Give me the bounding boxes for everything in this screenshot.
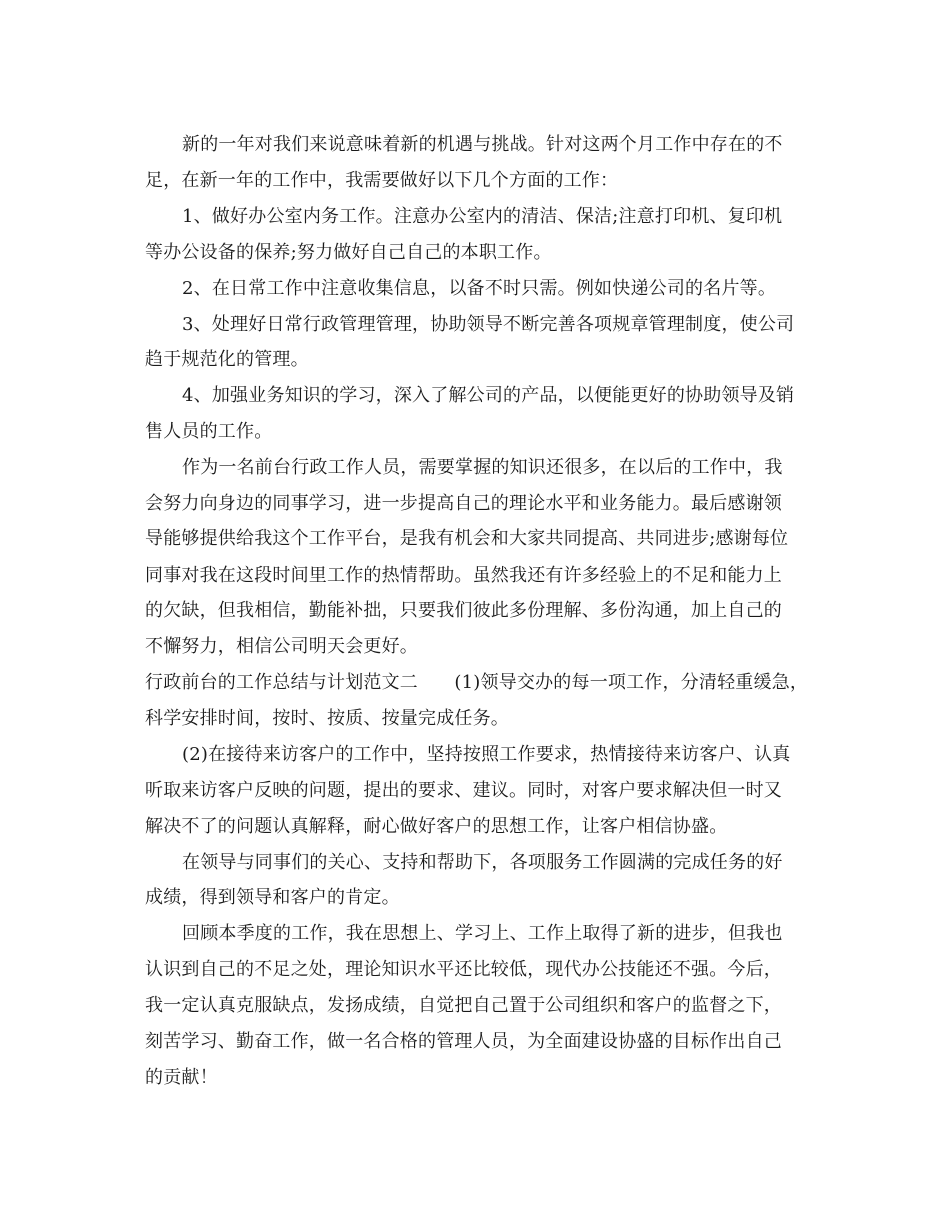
text-line: 认识到自己的不足之处，理论知识水平还比较低，现代办公技能还不强。今后， (145, 959, 782, 980)
text-line: 解决不了的问题认真解释，耐心做好客户的思想工作，让客户相信协盛。 (145, 816, 728, 837)
text-line: 作为一名前台行政工作人员，需要掌握的知识还很多，在以后的工作中，我 (182, 457, 783, 478)
text-line: 在领导与同事们的关心、支持和帮助下，各项服务工作圆满的完成任务的好 (182, 852, 783, 873)
text-line: 导能够提供给我这个工作平台，是我有机会和大家共同提高、共同进步;感谢每位 (145, 528, 789, 549)
text-line: 科学安排时间，按时、按质、按量完成任务。 (145, 708, 509, 729)
text-line: 新的一年对我们来说意味着新的机遇与挑战。针对这两个月工作中存在的不 (182, 134, 783, 155)
text-line: 刻苦学习、勤奋工作，做一名合格的管理人员，为全面建设协盛的目标作出自己 (145, 1031, 782, 1052)
text-line: (2)在接待来访客户的工作中，坚持按照工作要求，热情接待来访客户、认真 (182, 744, 791, 765)
text-line: 不懈努力，相信公司明天会更好。 (145, 636, 418, 657)
text-line: 足，在新一年的工作中，我需要做好以下几个方面的工作： (145, 170, 619, 191)
text-line: 2、在日常工作中注意收集信息，以备不时只需。例如快递公司的名片等。 (182, 278, 777, 299)
text-line: 会努力向身边的同事学习，进一步提高自己的理论水平和业务能力。最后感谢领 (145, 493, 782, 514)
section-heading-line: 行政前台的工作总结与计划范文二 (1)领导交办的每一项工作，分清轻重缓急， (145, 672, 809, 693)
text-line: 听取来访客户反映的问题，提出的要求、建议。同时，对客户要求解决但一时又 (145, 780, 782, 801)
text-line: 趋于规范化的管理。 (145, 349, 309, 370)
text-line: 4、加强业务知识的学习，深入了解公司的产品，以便能更好的协助领导及销 (182, 385, 795, 406)
text-line: 售人员的工作。 (145, 421, 273, 442)
text-line: 同事对我在这段时间里工作的热情帮助。虽然我还有许多经验上的不足和能力上 (145, 565, 782, 586)
text-line: 成绩，得到领导和客户的肯定。 (145, 887, 400, 908)
text-line: 的欠缺，但我相信，勤能补拙，只要我们彼此多份理解、多份沟通，加上自己的 (145, 600, 782, 621)
text-line: 我一定认真克服缺点，发扬成绩，自觉把自己置于公司组织和客户的监督之下， (145, 995, 782, 1016)
text-line: 等办公设备的保养;努力做好自己自己的本职工作。 (145, 242, 552, 263)
text-line: 回顾本季度的工作，我在思想上、学习上、工作上取得了新的进步，但我也 (182, 923, 783, 944)
text-line: 1、做好办公室内务工作。注意办公室内的清洁、保洁;注意打印机、复印机 (182, 206, 783, 227)
text-line: 的贡献！ (145, 1067, 218, 1088)
text-line: 3、处理好日常行政管理管理，协助领导不断完善各项规章管理制度，使公司 (182, 314, 795, 335)
